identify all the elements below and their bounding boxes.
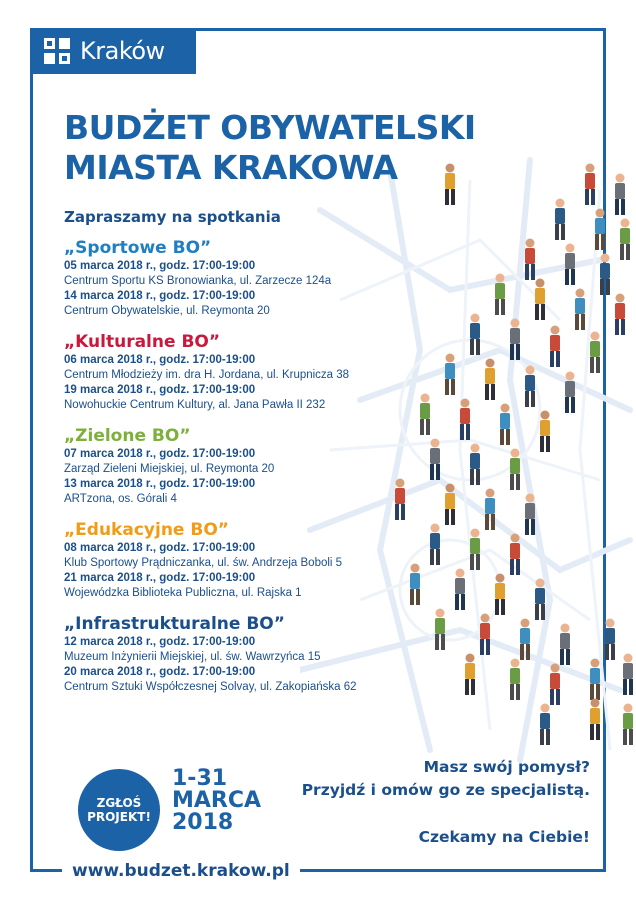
meeting-date: 21 marca 2018 r., godz. 17:00-19:00 xyxy=(64,572,256,584)
section-title: „Kulturalne BO” xyxy=(64,332,221,352)
meeting-place: Muzeum Inżynierii Miejskiej, ul. św. Wawrzyńca 15 xyxy=(64,651,321,663)
submit-project-badge xyxy=(78,769,160,851)
badge-line-1: ZGŁOŚ xyxy=(96,796,142,810)
meeting-place: Centrum Obywatelskie, ul. Reymonta 20 xyxy=(64,305,270,317)
meeting-date: 12 marca 2018 r., godz. 17:00-19:00 xyxy=(64,636,256,648)
period-days: 1-31 xyxy=(172,766,228,791)
meeting-place: Zarząd Zieleni Miejskiej, ul. Reymonta 20 xyxy=(64,463,275,475)
section-kulturalne xyxy=(64,332,424,413)
title-line-2: MIASTA KRAKOWA xyxy=(64,148,398,187)
meeting-place: Centrum Sportu KS Bronowianka, ul. Zarzecze 124a xyxy=(64,275,332,287)
meeting-date: 05 marca 2018 r., godz. 17:00-19:00 xyxy=(64,260,256,272)
section-infrastrukturalne xyxy=(64,614,424,695)
section-edukacyjne xyxy=(64,520,424,601)
meetings-list xyxy=(64,238,424,708)
krakow-logo xyxy=(30,28,196,74)
brand-name: Kraków xyxy=(80,37,165,65)
meeting-date: 06 marca 2018 r., godz. 17:00-19:00 xyxy=(64,354,256,366)
section-title: „Edukacyjne BO” xyxy=(64,520,229,540)
section-title: „Infrastrukturalne BO” xyxy=(64,614,285,634)
period-month: MARCA xyxy=(172,788,262,813)
message-line-1: Masz swój pomysł? xyxy=(423,758,590,776)
period-year: 2018 xyxy=(172,810,234,835)
meeting-place: Nowohuckie Centrum Kultury, al. Jana Pawła II 232 xyxy=(64,399,326,411)
meeting-date: 07 marca 2018 r., godz. 17:00-19:00 xyxy=(64,448,256,460)
meeting-date: 08 marca 2018 r., godz. 17:00-19:00 xyxy=(64,542,256,554)
section-title: „Zielone BO” xyxy=(64,426,191,446)
badge-line-2: PROJEKT! xyxy=(87,810,151,824)
meeting-date: 14 marca 2018 r., godz. 17:00-19:00 xyxy=(64,290,256,302)
invite-heading: Zapraszamy na spotkania xyxy=(64,208,281,226)
people-group xyxy=(395,164,633,746)
meeting-place: ARTzona, os. Górali 4 xyxy=(64,493,177,505)
poster-title xyxy=(64,108,476,188)
meeting-date: 13 marca 2018 r., godz. 17:00-19:00 xyxy=(64,478,256,490)
meeting-place: Klub Sportowy Prądniczanka, ul. św. Andrzeja Boboli 5 xyxy=(64,557,343,569)
meeting-date: 20 marca 2018 r., godz. 17:00-19:00 xyxy=(64,666,256,678)
message-line-3: Czekamy na Ciebie! xyxy=(418,828,590,846)
meeting-place: Wojewódzka Biblioteka Publiczna, ul. Rajska 1 xyxy=(64,587,302,599)
krakow-logo-icon xyxy=(44,38,70,64)
section-title: „Sportowe BO” xyxy=(64,238,212,258)
section-zielone xyxy=(64,426,424,507)
meeting-date: 19 marca 2018 r., godz. 17:00-19:00 xyxy=(64,384,256,396)
website-link[interactable]: www.budzet.krakow.pl xyxy=(62,857,300,885)
submission-period xyxy=(172,768,261,834)
title-line-1: BUDŻET OBYWATELSKI xyxy=(64,108,476,147)
meeting-place: Centrum Młodzieży im. dra H. Jordana, ul. Krupnicza 38 xyxy=(64,369,350,381)
message-line-2: Przyjdź i omów go ze specjalistą. xyxy=(301,781,590,799)
section-sportowe xyxy=(64,238,424,319)
invitation-message xyxy=(302,756,590,849)
meeting-place: Centrum Sztuki Współczesnej Solvay, ul. Zakopiańska 62 xyxy=(64,681,357,693)
